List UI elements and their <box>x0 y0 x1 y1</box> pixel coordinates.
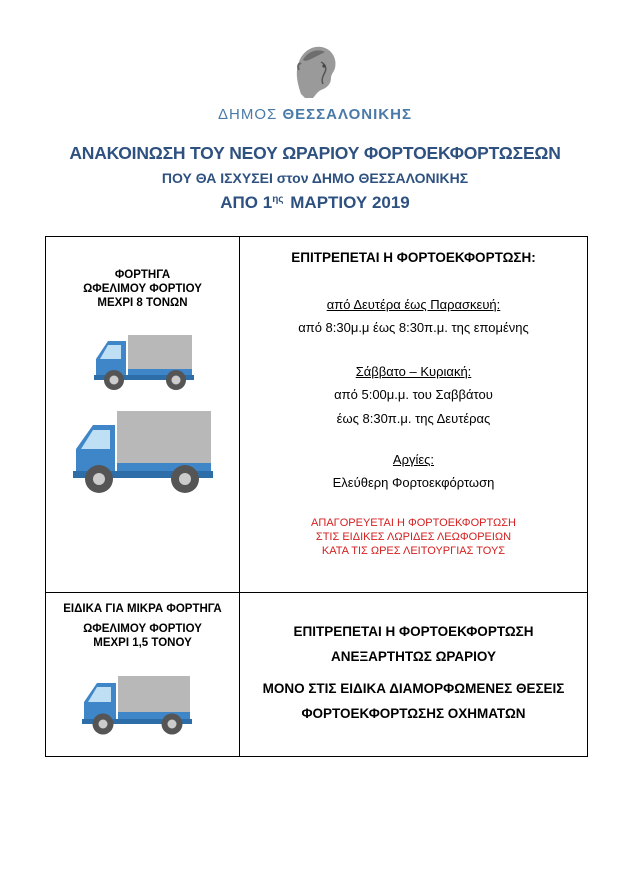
table-row <box>46 593 588 757</box>
bus-lane-warning <box>240 516 587 558</box>
warning-line: ΚΑΤΑ ΤΙΣ ΩΡΕΣ ΛΕΙΤΟΥΡΓΙΑΣ ΤΟΥΣ <box>321 545 506 557</box>
effective-date-prefix: ΑΠΟ 1 <box>220 193 273 212</box>
regardless-hours-line: ΑΝΕΞΑΡΤΗΤΩΣ ΩΡΑΡΙΟΥ <box>330 649 497 664</box>
trucks-8t-title-line: ΦΟΡΤΗΓΑ <box>114 269 171 281</box>
small-truck-icon <box>82 674 192 736</box>
logo-text <box>0 106 630 123</box>
always-allowed-line: ΕΠΙΤΡΕΠΕΤΑΙ Η ΦΟΡΤΟΕΚΦΟΡΤΩΣΗ <box>293 624 534 639</box>
alexander-head-icon <box>291 42 339 98</box>
effective-date <box>0 193 630 213</box>
trucks-1-5t-title-line: ΜΕΧΡΙ 1,5 ΤΟΝΟΥ <box>93 637 192 649</box>
municipality-logo <box>0 42 630 123</box>
announcement-subtitle: ΠΟΥ ΘΑ ΙΣΧΥΣΕΙ στον ΔΗΜΟ ΘΕΣΣΑΛΟΝΙΚΗΣ <box>161 170 469 186</box>
large-truck-icon <box>73 409 213 495</box>
weekdays-label <box>240 297 587 312</box>
trucks-8t-title-line: ΩΦΕΛΙΜΟΥ ΦΟΡΤΙΟΥ <box>83 283 202 295</box>
trucks-1-5t-title-line: ΕΙΔΙΚΑ ΓΙΑ ΜΙΚΡΑ ΦΟΡΤΗΓΑ <box>63 603 222 615</box>
effective-date-suffix: ΜΑΡΤΙΟΥ 2019 <box>290 193 410 212</box>
table-row <box>46 237 588 593</box>
designated-spots-line: ΜΟΝΟ ΣΤΙΣ ΕΙΔΙΚΑ ΔΙΑΜΟΡΦΩΜΕΝΕΣ ΘΕΣΕΙΣ <box>262 681 565 696</box>
trucks-8t-title-line: ΜΕΧΡΙ 8 ΤΟΝΩΝ <box>97 297 188 309</box>
trucks-8t-cell <box>46 237 240 593</box>
warning-line: ΣΤΙΣ ΕΙΔΙΚΕΣ ΛΩΡΙΔΕΣ ΛΕΩΦΟΡΕΙΩΝ <box>315 531 512 543</box>
weekdays-hours: από 8:30μ.μ έως 8:30π.μ. της επομένης <box>298 320 529 335</box>
weekend-hours-from: από 5:00μ.μ. του Σαββάτου <box>334 387 493 402</box>
weekdays-label-text: από Δευτέρα έως Παρασκευή: <box>326 297 501 312</box>
logo-text-bold: ΘΕΣΣΑΛΟΝΙΚΗΣ <box>282 106 412 123</box>
effective-date-sup: ης <box>272 194 284 205</box>
trucks-1-5t-rules-cell <box>240 593 588 757</box>
trucks-8t-rules-cell <box>240 237 588 593</box>
holidays-label <box>240 452 587 467</box>
small-truck-icon <box>94 333 194 391</box>
trucks-1-5t-title <box>46 602 239 650</box>
trucks-1-5t-title-line: ΩΦΕΛΙΜΟΥ ΦΟΡΤΙΟΥ <box>83 623 202 635</box>
trucks-8t-title <box>46 268 239 310</box>
schedule-table <box>45 236 588 757</box>
announcement-title: ΑΝΑΚΟΙΝΩΣΗ ΤΟΥ ΝΕΟΥ ΩΡΑΡΙΟΥ ΦΟΡΤΟΕΚΦΟΡΤΩΣΕΩΝ <box>69 143 561 163</box>
weekend-label-text: Σάββατο – Κυριακή: <box>355 364 472 379</box>
weekend-hours-to: έως 8:30π.μ. της Δευτέρας <box>336 411 491 426</box>
weekend-label <box>240 364 587 379</box>
loading-spots-line: ΦΟΡΤΟΕΚΦΟΡΤΩΣΗΣ ΟΧΗΜΑΤΩΝ <box>301 706 526 721</box>
warning-line: ΑΠΑΓΟΡΕΥΕΤΑΙ Η ΦΟΡΤΟΕΚΦΟΡΤΩΣΗ <box>311 517 516 529</box>
holidays-text: Ελεύθερη Φορτοεκφόρτωση <box>332 475 495 490</box>
holidays-label-text: Αργίες: <box>392 452 435 467</box>
allowed-heading: ΕΠΙΤΡΕΠΕΤΑΙ Η ΦΟΡΤΟΕΚΦΟΡΤΩΣΗ: <box>291 250 536 265</box>
trucks-1-5t-cell <box>46 593 240 757</box>
logo-text-light: ΔΗΜΟΣ <box>218 106 278 123</box>
